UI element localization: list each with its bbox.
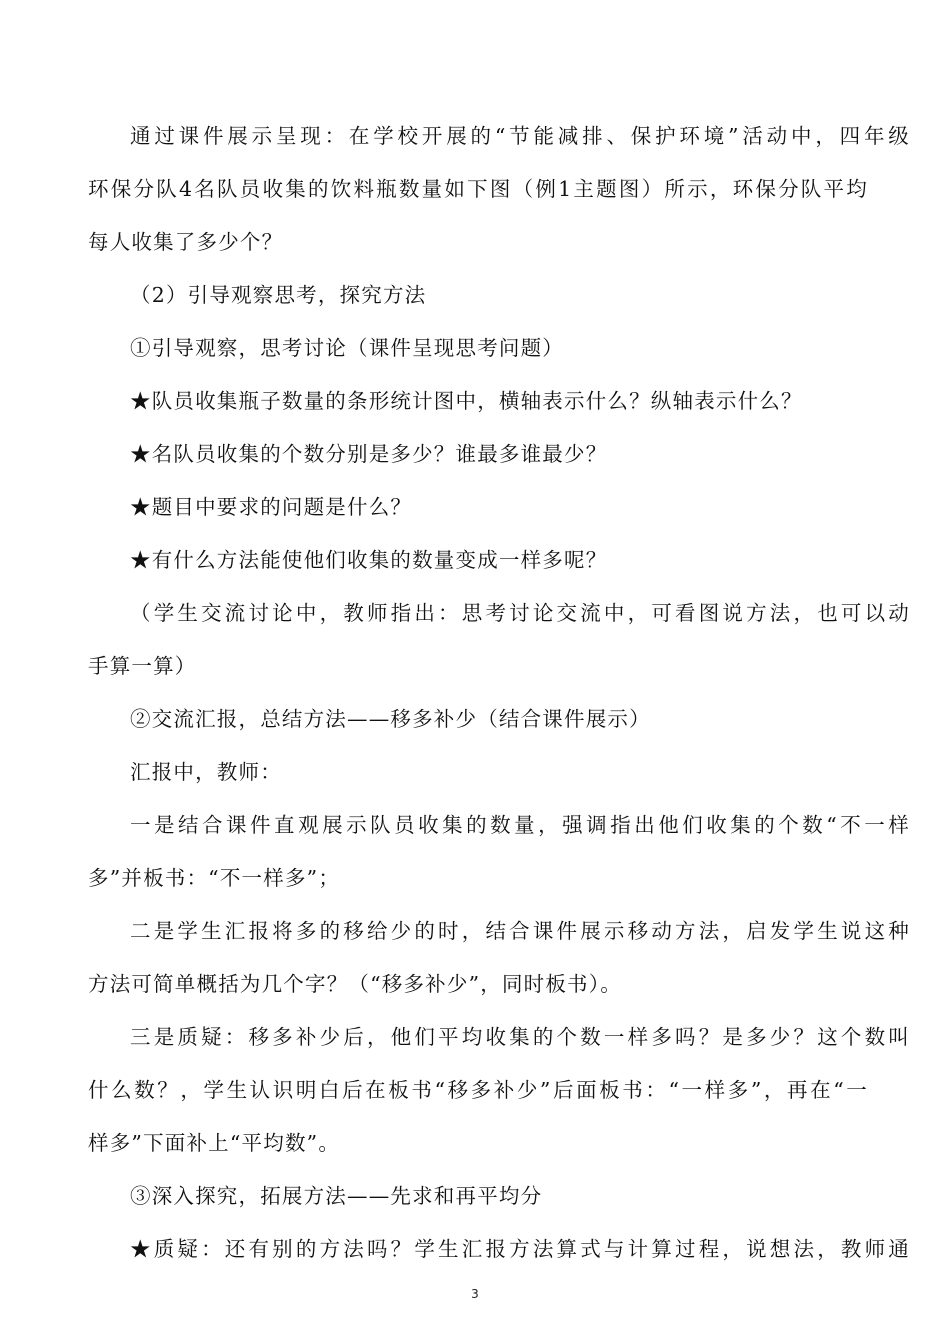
step-1-heading: ①引导观察，思考讨论（课件呈现思考问题） xyxy=(130,336,564,360)
discussion-note-line-1: （学生交流讨论中，教师指出：思考讨论交流中，可看图说方法，也可以动 xyxy=(130,601,910,625)
point-1-line-2: 多”并板书：“不一样多”； xyxy=(88,866,341,890)
point-3-line-2: 什么数？，学生认识明白后在板书“移多补少”后面板书：“一样多”，再在“一 xyxy=(88,1078,868,1102)
report-intro: 汇报中，教师： xyxy=(130,760,282,784)
point-3-line-3: 样多”下面补上“平均数”。 xyxy=(88,1131,341,1155)
point-1-line-1: 一是结合课件直观展示队员收集的数量，强调指出他们收集的个数“不一样 xyxy=(130,813,910,837)
step-2-heading: ②交流汇报，总结方法——移多补少（结合课件展示） xyxy=(130,707,651,731)
paragraph-1-line-2: 环保分队4名队员收集的饮料瓶数量如下图（例1主题图）所示，环保分队平均 xyxy=(88,177,868,201)
point-2-line-1: 二是学生汇报将多的移给少的时，结合课件展示移动方法，启发学生说这种 xyxy=(130,919,910,943)
point-3-line-1: 三是质疑：移多补少后，他们平均收集的个数一样多吗？是多少？这个数叫 xyxy=(130,1025,910,1049)
question-item-4: ★有什么方法能使他们收集的数量变成一样多呢？ xyxy=(130,548,608,572)
question-item-1: ★队员收集瓶子数量的条形统计图中，横轴表示什么？纵轴表示什么？ xyxy=(130,389,803,413)
paragraph-1-line-3: 每人收集了多少个？ xyxy=(88,230,284,254)
question-item-5: ★质疑：还有别的方法吗？学生汇报方法算式与计算过程，说想法，教师通 xyxy=(130,1237,910,1261)
question-item-2: ★名队员收集的个数分别是多少？谁最多谁最少？ xyxy=(130,442,608,466)
discussion-note-line-2: 手算一算） xyxy=(88,654,197,678)
question-item-3: ★题目中要求的问题是什么？ xyxy=(130,495,413,519)
section-heading-2: （2）引导观察思考，探究方法 xyxy=(130,283,427,307)
point-2-line-2: 方法可简单概括为几个字？（“移多补少”，同时板书）。 xyxy=(88,972,622,996)
paragraph-1-line-1: 通过课件展示呈现：在学校开展的“节能减排、保护环境”活动中，四年级 xyxy=(130,124,910,148)
step-3-heading: ③深入探究，拓展方法——先求和再平均分 xyxy=(130,1184,543,1208)
page-number: 3 xyxy=(471,1287,479,1301)
